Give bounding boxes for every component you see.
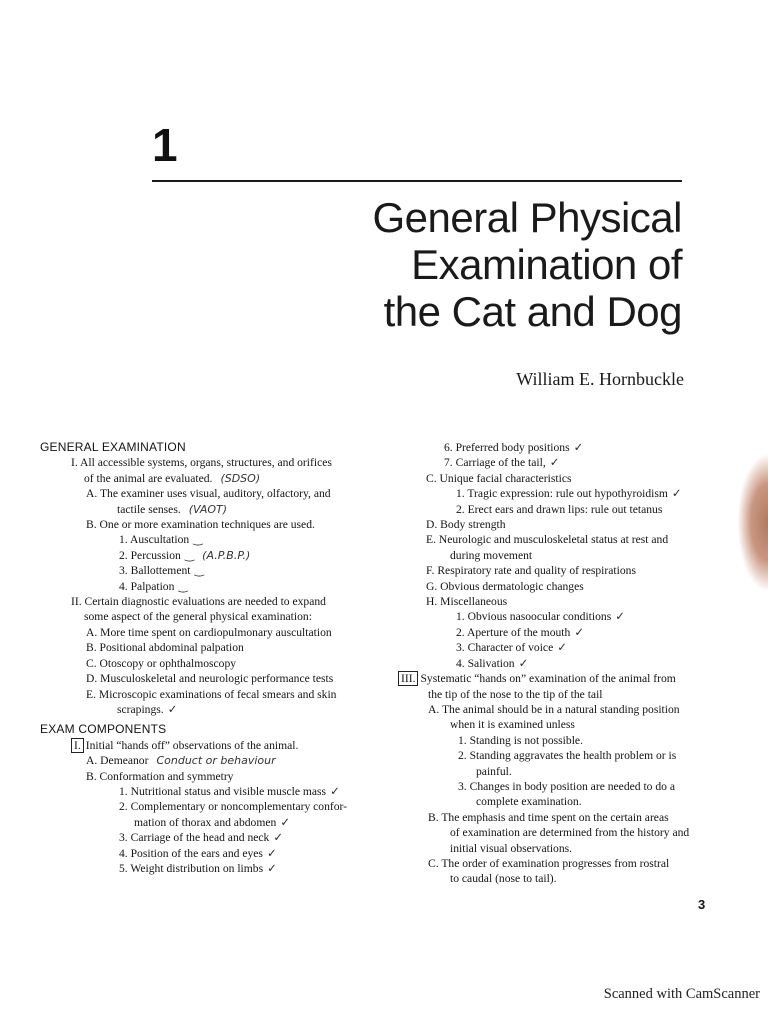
chapter-title-line: Examination of xyxy=(411,241,682,288)
outline-text: of the animal are evaluated. xyxy=(84,471,213,485)
outline-text: E. Microscopic examinations of fecal smears and skin xyxy=(86,687,337,701)
chapter-title xyxy=(373,194,682,335)
outline-text: 1. Tragic expression: rule out hypothyroidism xyxy=(456,487,668,501)
outline-text: A. The examiner uses visual, auditory, olfactory, and xyxy=(86,487,331,501)
outline-item xyxy=(40,702,370,717)
outline-item xyxy=(398,748,720,763)
outline-item xyxy=(398,471,720,486)
author-name: William E. Hornbuckle xyxy=(516,369,684,389)
outline-item xyxy=(40,609,370,624)
outline-item xyxy=(398,871,720,886)
outline-item xyxy=(40,799,370,814)
outline-item xyxy=(40,687,370,702)
checkmark-icon: ✓ xyxy=(280,814,291,829)
outline-text: 7. Carriage of the tail, xyxy=(444,456,546,470)
outline-text: GENERAL EXAMINATION xyxy=(40,440,186,454)
checkmark-icon: ✓ xyxy=(549,455,560,470)
outline-text: C. Otoscopy or ophthalmoscopy xyxy=(86,656,237,670)
outline-item xyxy=(398,532,720,547)
checkmark-icon: ‿ xyxy=(178,578,188,593)
outline-item xyxy=(40,753,370,768)
outline-item xyxy=(40,625,370,640)
outline-text: complete examination. xyxy=(476,795,582,809)
outline-text: 5. Weight distribution on limbs xyxy=(119,861,264,875)
outline-item xyxy=(40,861,370,876)
checkmark-icon: ✓ xyxy=(330,783,340,798)
outline-item xyxy=(398,455,720,470)
outline-text: mation of thorax and abdomen xyxy=(134,815,277,829)
outline-item xyxy=(40,738,370,753)
outline-item xyxy=(398,656,720,671)
outline-text: B. Conformation and symmetry xyxy=(86,769,234,783)
outline-text: EXAM COMPONENTS xyxy=(40,722,167,737)
outline-text: of examination are determined from the history and xyxy=(450,826,690,840)
checkmark-icon: ✓ xyxy=(574,624,585,639)
checkmark-icon: ✓ xyxy=(266,845,277,860)
outline-item xyxy=(398,794,720,809)
handwritten-note: (VAOT) xyxy=(188,502,228,516)
outline-text: A. Demeanor xyxy=(86,754,149,768)
outline-item xyxy=(40,815,370,830)
checkmark-icon: ✓ xyxy=(671,486,682,501)
outline-item xyxy=(398,856,720,871)
outline-text: 3. Changes in body position are needed to do a xyxy=(458,779,676,793)
chapter-rule xyxy=(152,180,682,182)
outline-text: II. Certain diagnostic evaluations are needed to expand xyxy=(71,595,326,609)
chapter-number: 1 xyxy=(152,119,178,171)
outline-text: some aspect of the general physical examination: xyxy=(84,610,312,624)
outline-item xyxy=(40,532,370,547)
outline-text: 1. Nutritional status and visible muscle mass xyxy=(119,784,327,798)
outline-item xyxy=(398,548,720,563)
outline-item xyxy=(398,502,720,517)
outline-item xyxy=(40,548,370,563)
outline-item xyxy=(398,687,720,702)
outline-text: I. All accessible systems, organs, structures, and orifices xyxy=(71,456,332,470)
outline-text: 3. Ballottement xyxy=(119,564,191,578)
outline-item xyxy=(40,471,370,486)
outline-text: A. The animal should be in a natural standing position xyxy=(428,702,680,716)
outline-text: Systematic “hands on” examination of the animal from xyxy=(420,672,676,686)
chapter-title-line: the Cat and Dog xyxy=(383,288,682,335)
outline-text: 2. Aperture of the mouth xyxy=(456,625,571,639)
outline-item xyxy=(398,440,720,455)
outline-text: when it is examined unless xyxy=(450,718,575,732)
outline-text: 1. Auscultation xyxy=(119,533,190,547)
outline-item xyxy=(398,841,720,856)
outline-text: C. The order of examination progresses from rostral xyxy=(428,856,670,870)
outline-text: 6. Preferred body positions xyxy=(444,441,570,454)
outline-item xyxy=(40,455,370,470)
outline-text: 4. Palpation xyxy=(119,579,175,593)
outline-item xyxy=(398,764,720,779)
outline-text: tactile senses. xyxy=(117,502,181,516)
outline-item xyxy=(398,517,720,532)
outline-text: B. Positional abdominal palpation xyxy=(86,641,244,655)
outline-text: F. Respiratory rate and quality of respirations xyxy=(426,564,636,578)
outline-text: E. Neurologic and musculoskeletal status at rest and xyxy=(426,533,669,547)
checkmark-icon: ✓ xyxy=(573,440,584,454)
outline-text: C. Unique facial characteristics xyxy=(426,471,572,485)
outline-text: A. More time spent on cardiopulmonary auscultation xyxy=(86,625,332,639)
outline-item xyxy=(398,779,720,794)
outline-text: 2. Erect ears and drawn lips: rule out tetanus xyxy=(456,502,663,516)
outline-text: G. Obvious dermatologic changes xyxy=(426,579,584,593)
checkmark-icon: ✓ xyxy=(518,655,529,670)
outline-text: 2. Percussion xyxy=(119,548,181,562)
outline-item xyxy=(40,517,370,532)
scanner-footer: Scanned with CamScanner xyxy=(603,986,760,1002)
outline-text: B. One or more examination techniques are used. xyxy=(86,518,315,532)
checkmark-icon: ‿ xyxy=(184,547,195,562)
right-column xyxy=(398,440,720,887)
outline-text: 2. Complementary or noncomplementary confor- xyxy=(119,800,348,814)
outline-item xyxy=(40,830,370,845)
outline-item xyxy=(398,717,720,732)
outline-item xyxy=(398,640,720,655)
handwritten-note: Conduct or behaviour xyxy=(156,754,276,768)
outline-text: the tip of the nose to the tip of the tail xyxy=(428,687,603,701)
outline-text: 1. Standing is not possible. xyxy=(458,733,583,747)
outline-item xyxy=(40,563,370,578)
checkmark-icon: ✓ xyxy=(267,860,277,875)
outline-text: D. Musculoskeletal and neurologic performance tests xyxy=(86,672,334,686)
outline-item xyxy=(398,609,720,624)
handwritten-note: (A.P.B.P.) xyxy=(202,548,251,562)
outline-text: H. Miscellaneous xyxy=(426,595,508,609)
outline-item xyxy=(40,640,370,655)
outline-item xyxy=(40,656,370,671)
checkmark-icon: ‿ xyxy=(194,563,204,578)
chapter-title-line: General Physical xyxy=(372,194,682,241)
checkmark-icon: ✓ xyxy=(167,701,178,716)
outline-text: during movement xyxy=(450,548,533,562)
outline-text: 4. Salivation xyxy=(456,656,515,670)
outline-text: 1. Obvious nasoocular conditions xyxy=(456,610,612,624)
outline-item xyxy=(398,625,720,640)
outline-item xyxy=(398,579,720,594)
boxed-numeral: III. xyxy=(398,671,418,686)
outline-item xyxy=(398,810,720,825)
outline-item xyxy=(40,671,370,686)
section-heading xyxy=(40,722,370,737)
outline-item xyxy=(40,486,370,501)
outline-item xyxy=(398,825,720,840)
outline-item xyxy=(40,846,370,861)
finger-shadow xyxy=(738,455,768,590)
outline-text: 2. Standing aggravates the health problem or is xyxy=(458,749,677,763)
outline-item xyxy=(398,671,720,686)
page-number: 3 xyxy=(698,897,706,912)
outline-item xyxy=(40,594,370,609)
checkmark-icon: ✓ xyxy=(273,830,284,845)
outline-text: 3. Character of voice xyxy=(456,641,554,655)
outline-item xyxy=(40,579,370,594)
checkmark-icon: ✓ xyxy=(615,609,625,624)
outline-item xyxy=(398,733,720,748)
outline-item xyxy=(398,563,720,578)
boxed-numeral: I. xyxy=(71,738,84,753)
outline-text: B. The emphasis and time spent on the certain areas xyxy=(428,810,669,824)
outline-text: D. Body strength xyxy=(426,518,506,532)
outline-item xyxy=(398,594,720,609)
checkmark-icon: ✓ xyxy=(557,640,567,655)
outline-item xyxy=(398,486,720,501)
left-column xyxy=(40,440,370,876)
handwritten-note: (SDSO) xyxy=(220,471,261,485)
outline-item xyxy=(40,769,370,784)
outline-text: 3. Carriage of the head and neck xyxy=(119,831,270,845)
outline-item xyxy=(40,502,370,517)
outline-text: painful. xyxy=(476,764,512,778)
outline-text: Initial “hands off” observations of the animal. xyxy=(85,738,299,752)
outline-text: to caudal (nose to tail). xyxy=(450,872,557,886)
outline-text: initial visual observations. xyxy=(450,841,573,855)
outline-item xyxy=(398,702,720,717)
checkmark-icon: ‿ xyxy=(193,532,203,547)
outline-text: 4. Position of the ears and eyes xyxy=(119,846,263,860)
outline-text: scrapings. xyxy=(117,702,164,716)
outline-item xyxy=(40,784,370,799)
section-heading xyxy=(40,440,370,455)
